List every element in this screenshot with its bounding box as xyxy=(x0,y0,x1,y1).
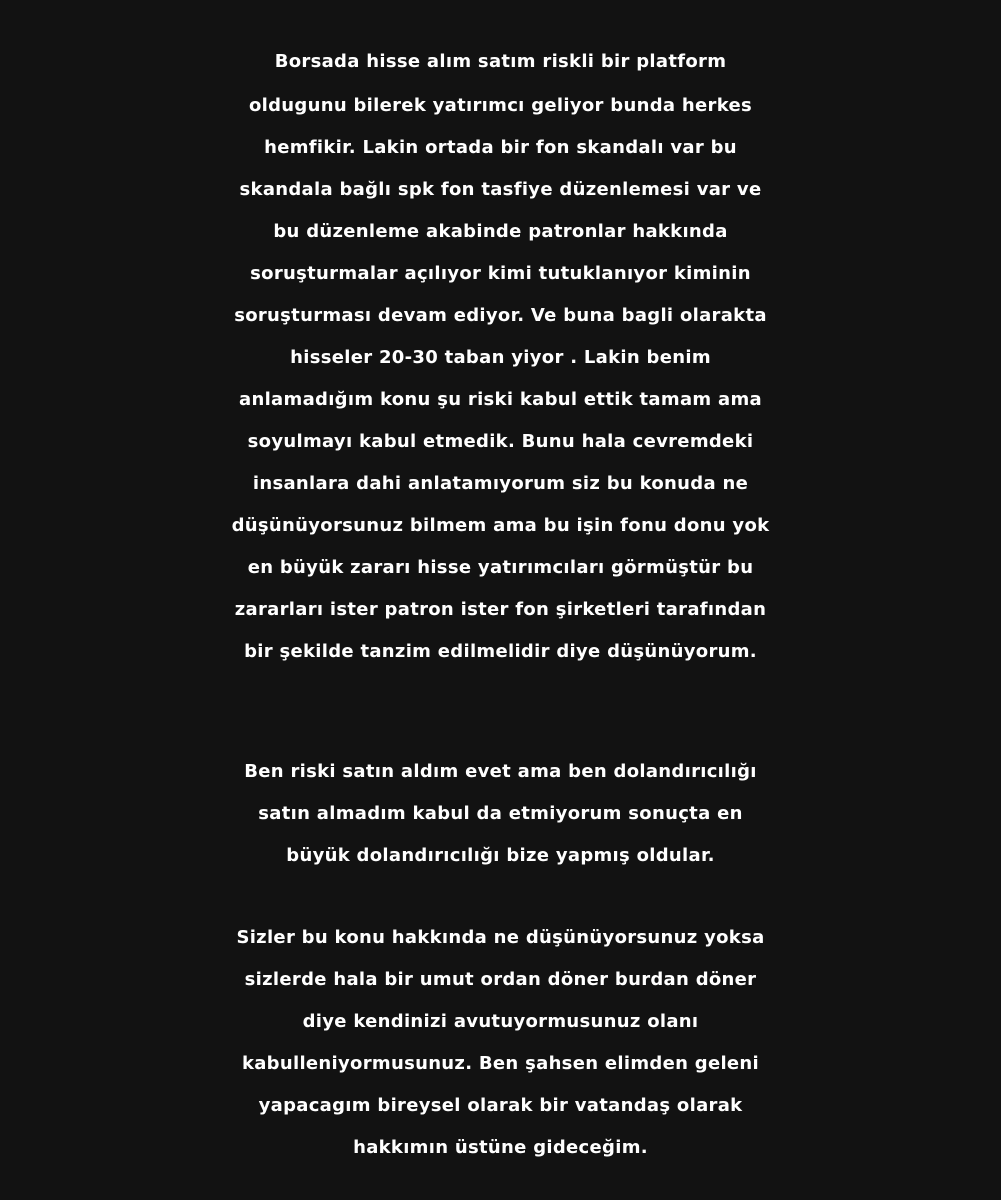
paragraph-1-line: soruşturmalar açılıyor kimi tutuklanıyor kiminin xyxy=(250,263,751,284)
paragraph-1-line: anlamadığım konu şu riski kabul ettik tamam ama xyxy=(239,389,762,410)
paragraph-2-line: büyük dolandırıcılığı bize yapmış oldular. xyxy=(286,845,715,866)
paragraph-1-line: hemfikir. Lakin ortada bir fon skandalı var bu xyxy=(264,137,737,158)
paragraph-3-line: yapacagım bireysel olarak bir vatandaş olarak xyxy=(258,1095,743,1116)
paragraph-1-line: düşünüyorsunuz bilmem ama bu işin fonu donu yok xyxy=(231,515,770,536)
paragraph-3-line: sizlerde hala bir umut ordan döner burdan döner xyxy=(244,969,757,990)
paragraph-1-line: zararları ister patron ister fon şirketleri tarafından xyxy=(234,599,767,620)
paragraph-1-line: oldugunu bilerek yatırımcı geliyor bunda herkes xyxy=(248,95,753,116)
paragraph-2-line: Ben riski satın aldım evet ama ben dolandırıcılığı xyxy=(244,761,757,782)
paragraph-1-line: en büyük zararı hisse yatırımcıları görmüştür bu xyxy=(247,557,754,578)
paragraph-1-line: soyulmayı kabul etmedik. Bunu hala cevremdeki xyxy=(247,431,754,452)
paragraph-1-line: bu düzenleme akabinde patronlar hakkında xyxy=(273,221,728,242)
paragraph-3-line: kabulleniyormusunuz. Ben şahsen elimden geleni xyxy=(241,1053,760,1074)
paragraph-1-line: bir şekilde tanzim edilmelidir diye düşünüyorum. xyxy=(244,641,757,662)
paragraph-3-line: diye kendinizi avutuyormusunuz olanı xyxy=(302,1011,699,1032)
paragraph-3-line: Sizler bu konu hakkında ne düşünüyorsunuz yoksa xyxy=(236,927,765,948)
paragraph-1-line: skandala bağlı spk fon tasfiye düzenlemesi var ve xyxy=(239,179,762,200)
paragraph-1-line: soruşturması devam ediyor. Ve buna bagli olarakta xyxy=(234,305,767,326)
paragraph-1-line: Borsada hisse alım satım riskli bir platform xyxy=(274,51,727,72)
paragraph-1-line: hisseler 20-30 taban yiyor . Lakin benim xyxy=(290,347,711,368)
paragraph-3-line: hakkımın üstüne gideceğim. xyxy=(353,1137,648,1158)
paragraph-2-line: satın almadım kabul da etmiyorum sonuçta en xyxy=(258,803,743,824)
paragraph-1-line: insanlara dahi anlatamıyorum siz bu konuda ne xyxy=(252,473,749,494)
